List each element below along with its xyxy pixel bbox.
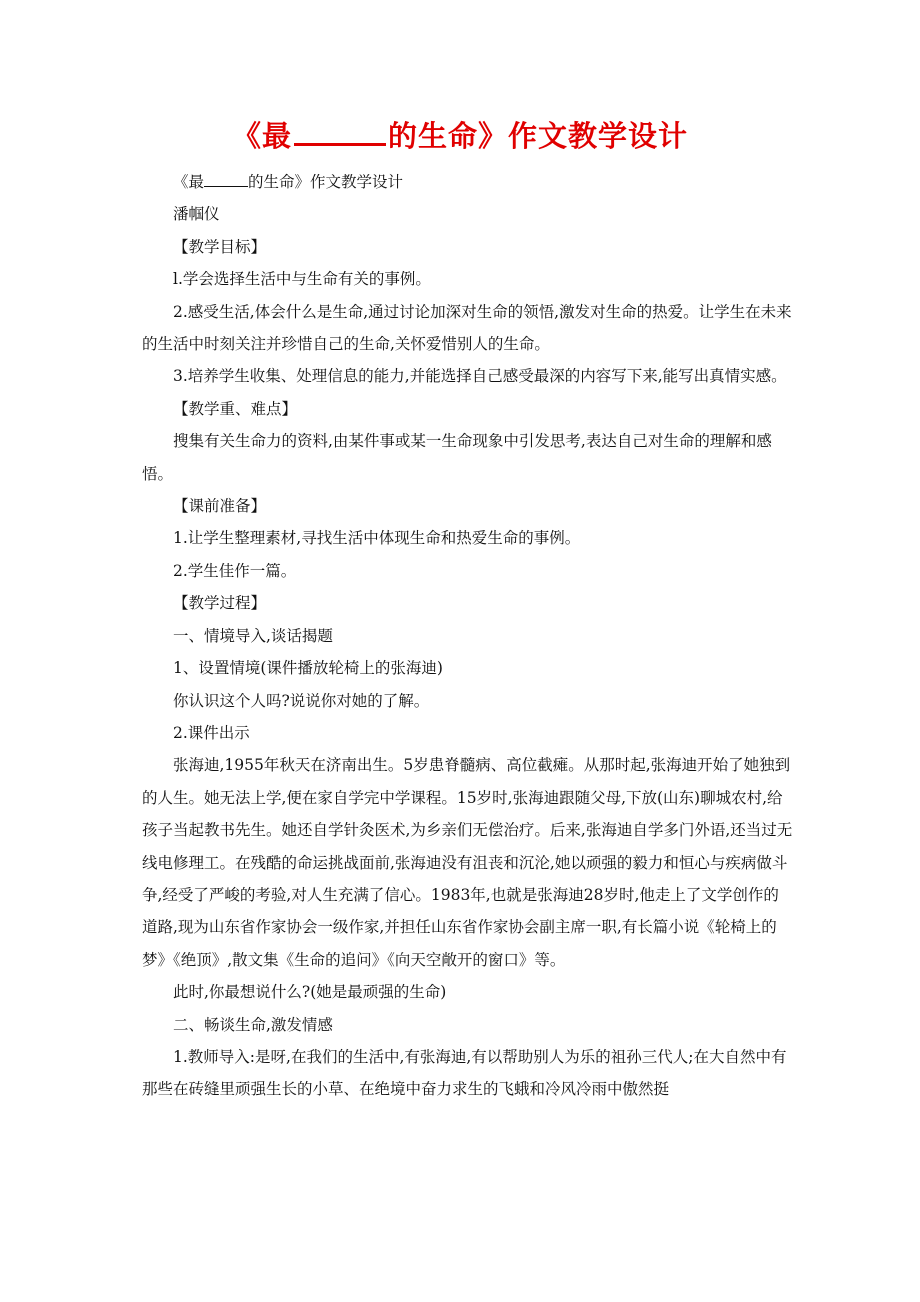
subtitle-blank-underline: [204, 172, 248, 187]
key-points-heading: 【教学重、难点】: [173, 399, 298, 418]
document-title: [0, 114, 920, 158]
key-points-text: 搜集有关生命力的资料,由某件事或某一生命现象中引发思考,表达自己对生命的理解和感悟。: [142, 432, 772, 483]
preparation-2: 2.学生佳作一篇。: [173, 561, 297, 580]
step-1-reflection: 此时,你最想说什么?(她是最顽强的生命): [173, 983, 447, 1002]
document-body: [142, 166, 793, 1106]
subtitle: [173, 166, 793, 198]
step-2-title: 二、畅谈生命,激发情感: [173, 1015, 333, 1034]
process-heading: 【教学过程】: [173, 594, 267, 613]
author: 潘帼仪: [173, 205, 220, 224]
step-2-item-1: 1.教师导入:是呀,在我们的生活中,有张海迪,有以帮助别人为乐的祖孙三代人;在大自然中有那些在砖缝里顽强生长的小草、在绝境中奋力求生的飞蛾和冷风冷雨中傲然挺: [142, 1047, 787, 1099]
step-1-item-2: 2.课件出示: [173, 723, 250, 742]
subtitle-prefix: 《最: [173, 173, 205, 191]
step-1-item-1: 1、设置情境(课件播放轮椅上的张海迪): [173, 659, 443, 678]
preparation-1: 1.让学生整理素材,寻找生活中体现生命和热爱生命的事例。: [173, 529, 581, 548]
step-1-title: 一、情境导入,谈话揭题: [173, 626, 333, 645]
step-1-question: 你认识这个人吗?说说你对她的了解。: [173, 691, 430, 710]
preparation-heading: 【课前准备】: [173, 497, 267, 516]
goals-heading: 【教学目标】: [173, 237, 267, 256]
title-prefix: 《最: [231, 119, 292, 153]
biography-paragraph: 张海迪,1955年秋天在济南出生。5岁患脊髓病、高位截瘫。从那时起,张海迪开始了她独到的人生。她无法上学,便在家自学完中学课程。15岁时,张海迪跟随父母,下放(山东)聊城农村,给孩子当起教书先生。她还自学针灸医术,为乡亲们无偿治疗。后来,张海迪自学多门外语,还当过无线电修理工。在残酷的命运挑战面前,张海迪没有沮丧和沉沦,她以顽强的毅力和恒心与疾病做斗争,经受了严峻的考验,对人生充满了信心。1983年,也就是张海迪28岁时,他走上了文学创作的道路,现为山东省作家协会一级作家,并担任山东省作家协会副主席一职,有长篇小说《轮椅上的梦》《绝顶》,散文集《生命的追问》《向天空敞开的窗口》等。: [142, 756, 793, 969]
goal-2: 2.感受生活,体会什么是生命,通过讨论加深对生命的领悟,激发对生命的热爱。让学生在未来的生活中时刻关注并珍惜自己的生命,关怀爱惜别人的生命。: [142, 302, 792, 354]
goal-3: 3.培养学生收集、处理信息的能力,并能选择自己感受最深的内容写下来,能写出真情实感。: [173, 367, 787, 386]
subtitle-suffix: 的生命》作文教学设计: [248, 173, 404, 191]
goal-1: l.学会选择生活中与生命有关的事例。: [173, 270, 431, 289]
title-blank-underline: [294, 115, 386, 146]
title-suffix: 的生命》作文教学设计: [388, 119, 689, 153]
